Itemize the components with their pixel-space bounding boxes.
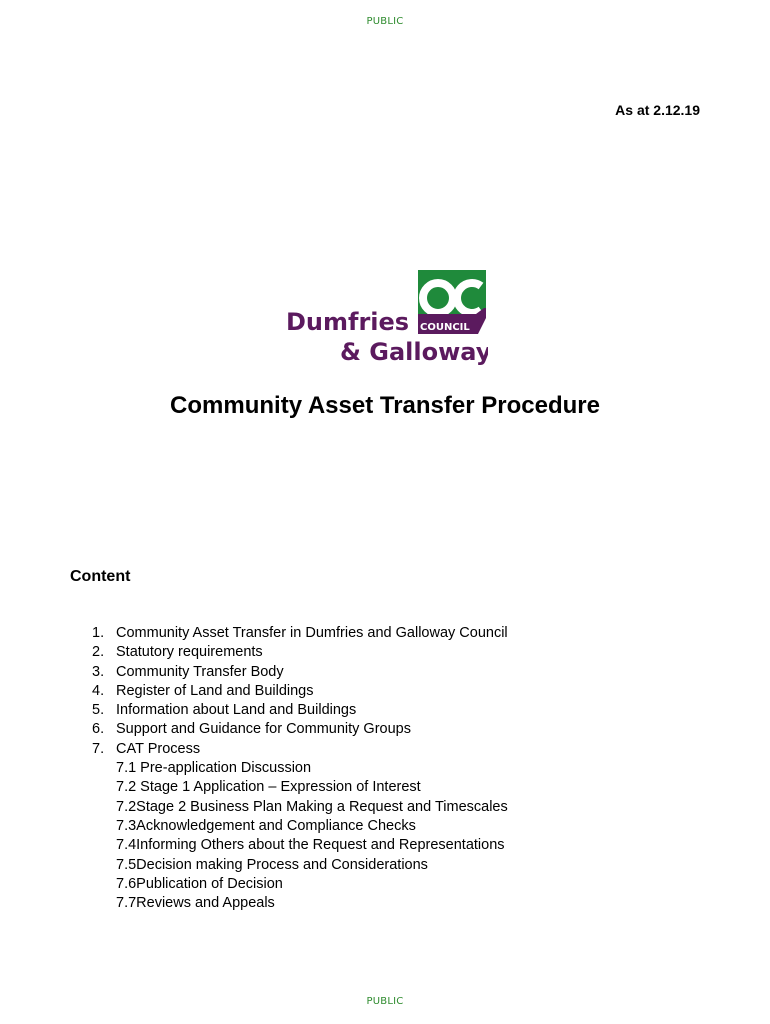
document-title: Community Asset Transfer Procedure [170,392,600,419]
contents-item [70,701,508,720]
contents-item [70,682,508,701]
contents-subitem: 7.7Reviews and Appeals [116,895,275,912]
contents-item [70,720,508,739]
contents-item-number: 5. [92,702,105,719]
contents-item [70,643,508,662]
contents-item [70,740,508,759]
contents-item-text: Community Asset Transfer in Dumfries and Galloway Council [116,625,508,641]
document-date: As at 2.12.19 [615,102,700,118]
contents-item-text: Information about Land and Buildings [116,702,357,719]
council-logo [286,268,488,368]
contents-subitem: 7.6Publication of Decision [116,875,283,892]
contents-item-text: CAT Process [116,740,201,757]
header-classification: PUBLIC [366,16,404,27]
contents-subitem: 7.2 Stage 1 Application – Expression of Interest [116,779,421,796]
table-of-contents [70,624,508,913]
logo-line2: & Galloway [340,338,488,366]
contents-item-number: 4. [92,682,105,699]
contents-subitem: 7.3Acknowledgement and Compliance Checks [116,817,416,834]
contents-item-text: Support and Guidance for Community Groups [116,721,411,738]
logo-badge-text: COUNCIL [420,322,470,333]
contents-item-number: 7. [92,740,105,757]
contents-item [70,663,508,682]
contents-subitem: 7.5Decision making Process and Considerations [116,856,428,873]
contents-subitem: 7.4Informing Others about the Request and Representations [116,837,505,854]
contents-item [70,624,508,643]
contents-subitem: 7.2Stage 2 Business Plan Making a Request and Timescales [116,798,508,815]
contents-item-number: 6. [92,721,105,738]
contents-item-number: 1. [92,625,105,641]
contents-item-number: 3. [92,663,105,680]
footer-classification: PUBLIC [366,996,404,1007]
logo-line1: Dumfries [286,308,410,336]
contents-heading: Content [70,568,131,585]
contents-item-text: Register of Land and Buildings [116,682,314,699]
contents-item-text: Statutory requirements [116,644,263,661]
contents-subitem: 7.1 Pre-application Discussion [116,760,312,777]
contents-item-number: 2. [92,644,105,661]
contents-item-text: Community Transfer Body [116,663,284,680]
